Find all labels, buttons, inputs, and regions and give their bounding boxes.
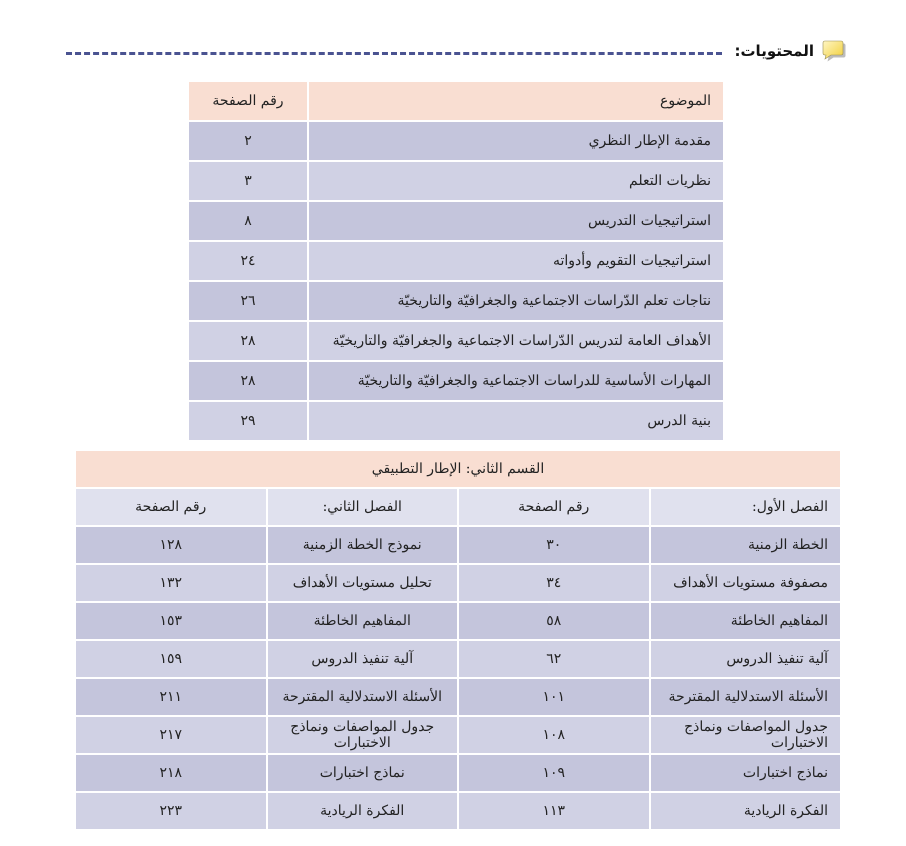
page2-cell: ١٣٢: [75, 564, 267, 602]
note-bubble-icon: [820, 40, 846, 62]
topic-column-header: الموضوع: [308, 81, 724, 121]
page1-cell: ٣٤: [458, 564, 650, 602]
applied-contents-table: [74, 449, 842, 831]
chapter2-cell: نماذج اختبارات: [267, 754, 459, 792]
table-row: [75, 564, 841, 602]
page2-cell: ١٢٨: [75, 526, 267, 564]
chapter1-cell: الأسئلة الاستدلالية المقترحة: [650, 678, 842, 716]
page2-cell: ٢١٨: [75, 754, 267, 792]
table-row: [188, 361, 724, 401]
chapter1-cell: مصفوفة مستويات الأهداف: [650, 564, 842, 602]
section-banner-row: [75, 450, 841, 488]
page-cell: ٣: [188, 161, 308, 201]
table-row: [188, 321, 724, 361]
page1-cell: ٣٠: [458, 526, 650, 564]
chapter2-cell: جدول المواصفات ونماذج الاختبارات: [267, 716, 459, 754]
page-cell: ٢٦: [188, 281, 308, 321]
chapter2-cell: الفكرة الريادية: [267, 792, 459, 830]
table-row: [188, 201, 724, 241]
chapter1-column-header: الفصل الأول:: [650, 488, 842, 526]
page2-cell: ٢١٧: [75, 716, 267, 754]
contents-header: [66, 36, 846, 66]
page-cell: ٨: [188, 201, 308, 241]
chapter2-cell: المفاهيم الخاطئة: [267, 602, 459, 640]
table-row: [188, 401, 724, 441]
page-cell: ٢٤: [188, 241, 308, 281]
chapter1-cell: نماذج اختبارات: [650, 754, 842, 792]
table-row: [75, 716, 841, 754]
chapter1-cell: الخطة الزمنية: [650, 526, 842, 564]
page1-cell: ١٠٩: [458, 754, 650, 792]
page1-column-header: رقم الصفحة: [458, 488, 650, 526]
page1-cell: ٦٢: [458, 640, 650, 678]
chapter2-cell: آلية تنفيذ الدروس: [267, 640, 459, 678]
page1-cell: ١١٣: [458, 792, 650, 830]
dashed-divider: [66, 52, 722, 55]
theory-contents-table: [187, 80, 725, 442]
chapter1-cell: آلية تنفيذ الدروس: [650, 640, 842, 678]
topic-cell: بنية الدرس: [308, 401, 724, 441]
table-row: [75, 526, 841, 564]
topic-cell: نظريات التعلم: [308, 161, 724, 201]
chapter2-cell: الأسئلة الاستدلالية المقترحة: [267, 678, 459, 716]
chapter2-cell: تحليل مستويات الأهداف: [267, 564, 459, 602]
topic-cell: مقدمة الإطار النظري: [308, 121, 724, 161]
page2-column-header: رقم الصفحة: [75, 488, 267, 526]
chapter2-cell: نموذج الخطة الزمنية: [267, 526, 459, 564]
topic-cell: نتاجات تعلم الدّراسات الاجتماعية والجغرافيّة والتاريخيّة: [308, 281, 724, 321]
chapter1-cell: المفاهيم الخاطئة: [650, 602, 842, 640]
page2-cell: ٢٢٣: [75, 792, 267, 830]
page1-cell: ١٠١: [458, 678, 650, 716]
topic-cell: المهارات الأساسية للدراسات الاجتماعية والجغرافيّة والتاريخيّة: [308, 361, 724, 401]
topic-cell: الأهداف العامة لتدريس الدّراسات الاجتماعية والجغرافيّة والتاريخيّة: [308, 321, 724, 361]
topic-cell: استراتيجيات التدريس: [308, 201, 724, 241]
table-header-row: [188, 81, 724, 121]
topic-cell: استراتيجيات التقويم وأدواته: [308, 241, 724, 281]
chapter1-cell: الفكرة الريادية: [650, 792, 842, 830]
table-header-row: [75, 488, 841, 526]
table-row: [188, 161, 724, 201]
page2-cell: ١٥٩: [75, 640, 267, 678]
contents-title: المحتويات:: [734, 42, 814, 60]
chapter2-column-header: الفصل الثاني:: [267, 488, 459, 526]
table-row: [75, 678, 841, 716]
section-title: القسم الثاني: الإطار التطبيقي: [75, 450, 841, 488]
table-row: [188, 241, 724, 281]
page2-cell: ٢١١: [75, 678, 267, 716]
page-column-header: رقم الصفحة: [188, 81, 308, 121]
page-cell: ٢: [188, 121, 308, 161]
page-cell: ٢٨: [188, 321, 308, 361]
page1-cell: ٥٨: [458, 602, 650, 640]
table-row: [75, 754, 841, 792]
page2-cell: ١٥٣: [75, 602, 267, 640]
chapter1-cell: جدول المواصفات ونماذج الاختبارات: [650, 716, 842, 754]
page1-cell: ١٠٨: [458, 716, 650, 754]
table-row: [75, 640, 841, 678]
table-row: [75, 602, 841, 640]
table-row: [188, 121, 724, 161]
table-row: [75, 792, 841, 830]
page-cell: ٢٨: [188, 361, 308, 401]
table-row: [188, 281, 724, 321]
page-cell: ٢٩: [188, 401, 308, 441]
